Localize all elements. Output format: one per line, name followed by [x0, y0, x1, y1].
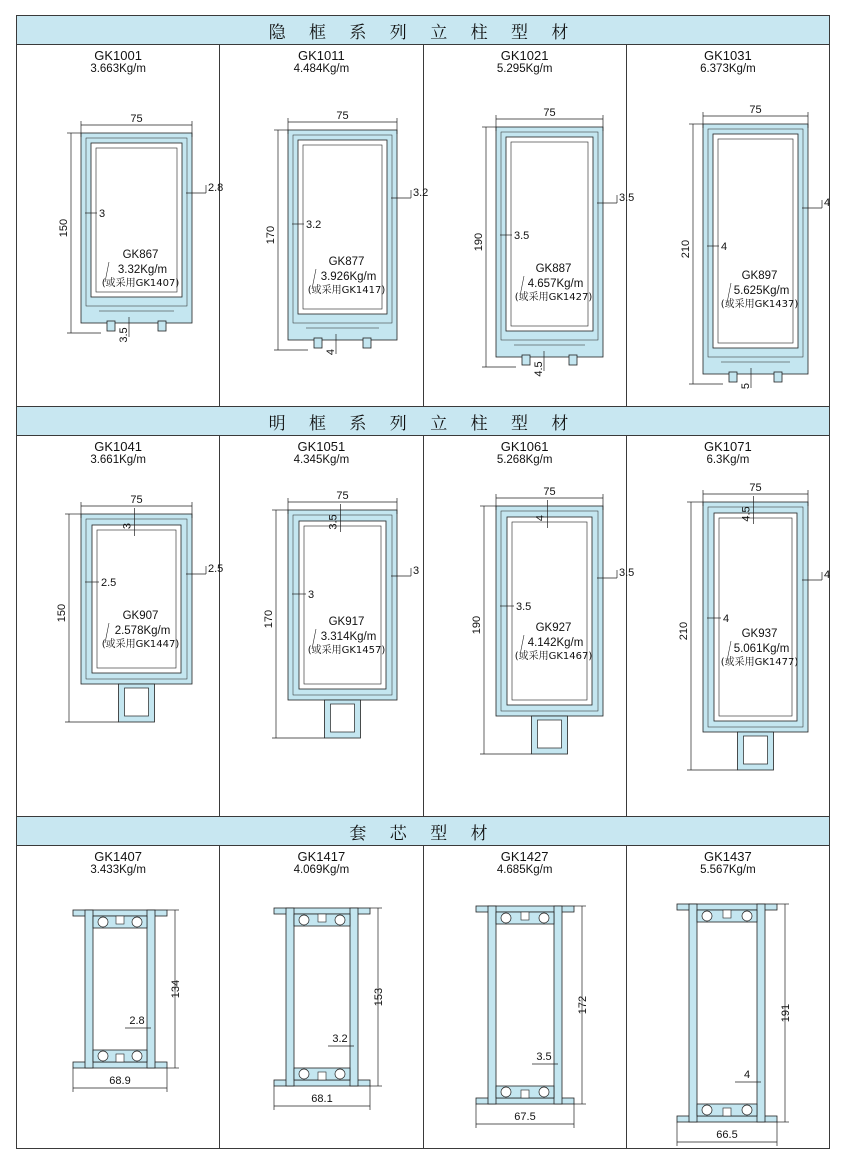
width-dim: 75: [336, 110, 349, 122]
top-wall-dim: 3: [121, 522, 134, 530]
profile-cell: [220, 436, 423, 816]
core-code: GK907: [122, 610, 159, 622]
right-wall-dim: 2.5: [208, 563, 224, 575]
profile-weight: 3.433Kg/m: [90, 864, 146, 876]
section-grid: [16, 846, 830, 1149]
profile-weight: 5.567Kg/m: [700, 864, 756, 876]
profile-code: GK1051: [297, 439, 346, 454]
bottom-wall-dim: 4: [325, 348, 338, 356]
core-weight: 5.625Kg/m: [733, 285, 790, 297]
profile-code: GK1071: [704, 439, 752, 454]
profile-cell: [627, 846, 829, 1148]
height-dim: 172: [576, 995, 589, 1015]
profile-cell: [17, 846, 220, 1148]
profile-code: GK1001: [94, 48, 142, 63]
core-code: GK887: [535, 263, 571, 275]
profile-cell: [220, 45, 429, 406]
core-weight: 4.657Kg/m: [527, 278, 583, 290]
profile-cell: [220, 846, 423, 1148]
profile-code: GK1061: [500, 439, 549, 454]
right-wall-dim: 2.8: [208, 182, 224, 194]
profile-weight: 5.295Kg/m: [496, 63, 553, 75]
wall-dim: 3.2: [332, 1033, 348, 1045]
top-wall-dim: 4: [534, 514, 546, 522]
profile-drawing: [81, 133, 192, 331]
wall-dim: 2.8: [129, 1015, 145, 1027]
top-wall-dim: 4.5: [740, 506, 753, 522]
width-dim: 75: [749, 104, 762, 116]
profile-cell: [17, 436, 224, 816]
right-wall-dim: 3.2: [413, 187, 429, 199]
profile-svg: [627, 45, 830, 407]
profile-code: GK1407: [94, 849, 142, 864]
height-dim: 190: [472, 232, 485, 252]
inner-wall-dim: 3: [308, 589, 315, 601]
height-dim: 191: [779, 1003, 792, 1023]
profile-weight: 4.685Kg/m: [496, 864, 553, 876]
inner-wall-dim: 3.5: [515, 601, 531, 613]
profile-svg: [424, 45, 634, 407]
profile-code: GK1011: [298, 48, 345, 63]
right-wall-dim: 4: [823, 197, 830, 209]
profile-cell: [424, 846, 627, 1148]
profile-weight: 6.373Kg/m: [700, 63, 756, 75]
inner-wall-dim: 3.2: [306, 219, 322, 231]
core-note: (或采用GK1467): [514, 651, 592, 662]
core-code: GK897: [741, 270, 778, 282]
inner-wall-dim: 4: [720, 241, 727, 253]
right-wall-dim: 3: [413, 565, 420, 577]
bottom-wall-dim: 4.5: [532, 361, 545, 377]
profile-drawing: [496, 127, 603, 365]
width-dim: 68.1: [311, 1093, 333, 1105]
core-note: (或采用GK1407): [101, 278, 180, 289]
core-note: (或采用GK1477): [720, 657, 799, 668]
top-wall-dim: 3.5: [327, 514, 340, 530]
width-dim: 75: [336, 490, 349, 502]
section-title-band: [16, 406, 830, 436]
width-dim: 75: [130, 113, 143, 125]
core-note: (或采用GK1447): [101, 639, 180, 650]
core-note: (或采用GK1417): [307, 285, 386, 296]
profile-svg: [17, 45, 224, 407]
profile-cell: [424, 45, 634, 406]
height-dim: 150: [56, 603, 68, 623]
profile-code: GK1041: [94, 439, 142, 454]
profile-cell: [424, 436, 634, 816]
profile-drawing: [703, 124, 808, 382]
section-title: 隐 框 系 列 立 柱 型 材: [268, 22, 578, 43]
profile-drawing: [73, 910, 167, 1068]
profile-code: GK1031: [704, 48, 752, 63]
core-weight: 3.32Kg/m: [117, 264, 168, 276]
profile-weight: 4.484Kg/m: [293, 63, 350, 75]
profile-svg: [627, 846, 830, 1149]
profile-drawing: [288, 130, 397, 348]
profile-code: GK1427: [500, 849, 549, 864]
profile-cell: [627, 436, 829, 816]
right-wall-dim: 3.5: [618, 192, 634, 204]
height-dim: 210: [679, 239, 692, 259]
core-code: GK867: [122, 249, 159, 261]
section-title: 套 芯 型 材: [349, 823, 497, 844]
height-dim: 190: [470, 615, 483, 635]
profile-weight: 3.663Kg/m: [90, 63, 146, 75]
section-title: 明 框 系 列 立 柱 型 材: [268, 413, 578, 434]
profile-weight: 3.661Kg/m: [90, 454, 146, 466]
bottom-wall-dim: 5: [739, 382, 752, 390]
width-dim: 75: [749, 482, 762, 494]
width-dim: 68.9: [109, 1075, 131, 1087]
bottom-wall-dim: 3.5: [118, 327, 130, 343]
profile-svg: [17, 846, 220, 1149]
section-title-band: [16, 816, 830, 846]
profile-svg: [220, 846, 423, 1149]
height-dim: 150: [58, 218, 70, 238]
core-weight: 2.578Kg/m: [114, 625, 171, 637]
profile-code: GK1021: [500, 48, 549, 63]
section-grid: [16, 45, 830, 407]
width-dim: 75: [542, 486, 556, 498]
height-dim: 210: [677, 621, 690, 641]
profile-cell: [627, 45, 829, 406]
right-wall-dim: 4: [823, 569, 830, 581]
width-dim: 75: [130, 494, 143, 506]
profile-drawing: [476, 906, 574, 1104]
wall-dim: 3.5: [535, 1051, 552, 1063]
core-note: (或采用GK1437): [720, 299, 799, 310]
right-wall-dim: 3.5: [618, 567, 634, 579]
core-code: GK927: [535, 622, 571, 634]
core-note: (或采用GK1427): [514, 292, 592, 303]
profile-svg: [627, 436, 830, 817]
width-dim: 66.5: [716, 1129, 738, 1141]
profile-svg: [220, 45, 429, 407]
height-dim: 170: [265, 225, 278, 245]
section-grid: [16, 436, 830, 817]
height-dim: 170: [263, 609, 276, 629]
inner-wall-dim: 3.5: [513, 230, 529, 242]
inner-wall-dim: 2.5: [101, 577, 117, 589]
profile-code: GK1417: [297, 849, 346, 864]
width-dim: 75: [542, 107, 556, 119]
profile-weight: 5.268Kg/m: [496, 454, 553, 466]
core-code: GK877: [328, 256, 365, 268]
section-title-band: [16, 15, 830, 45]
height-dim: 134: [170, 979, 182, 999]
profile-svg: [17, 436, 224, 817]
profile-weight: 4.345Kg/m: [293, 454, 350, 466]
core-weight: 4.142Kg/m: [527, 637, 583, 649]
core-weight: 3.314Kg/m: [320, 631, 377, 643]
core-weight: 5.061Kg/m: [733, 643, 790, 655]
profile-weight: 6.3Kg/m: [706, 454, 750, 466]
core-code: GK937: [741, 628, 778, 640]
core-weight: 3.926Kg/m: [320, 271, 377, 283]
inner-wall-dim: 3: [99, 208, 106, 220]
profile-svg: [220, 436, 423, 817]
height-dim: 153: [373, 987, 386, 1007]
profile-weight: 4.069Kg/m: [293, 864, 350, 876]
profile-code: GK1437: [704, 849, 752, 864]
profile-drawing: [677, 904, 777, 1122]
profile-cell: [17, 45, 224, 406]
profile-svg: [424, 846, 627, 1149]
profile-svg: [424, 436, 634, 817]
width-dim: 67.5: [513, 1111, 536, 1123]
core-note: (或采用GK1457): [307, 645, 386, 656]
inner-wall-dim: 4: [722, 613, 729, 625]
profile-drawing: [274, 908, 370, 1086]
core-code: GK917: [328, 616, 365, 628]
wall-dim: 4: [743, 1069, 750, 1081]
